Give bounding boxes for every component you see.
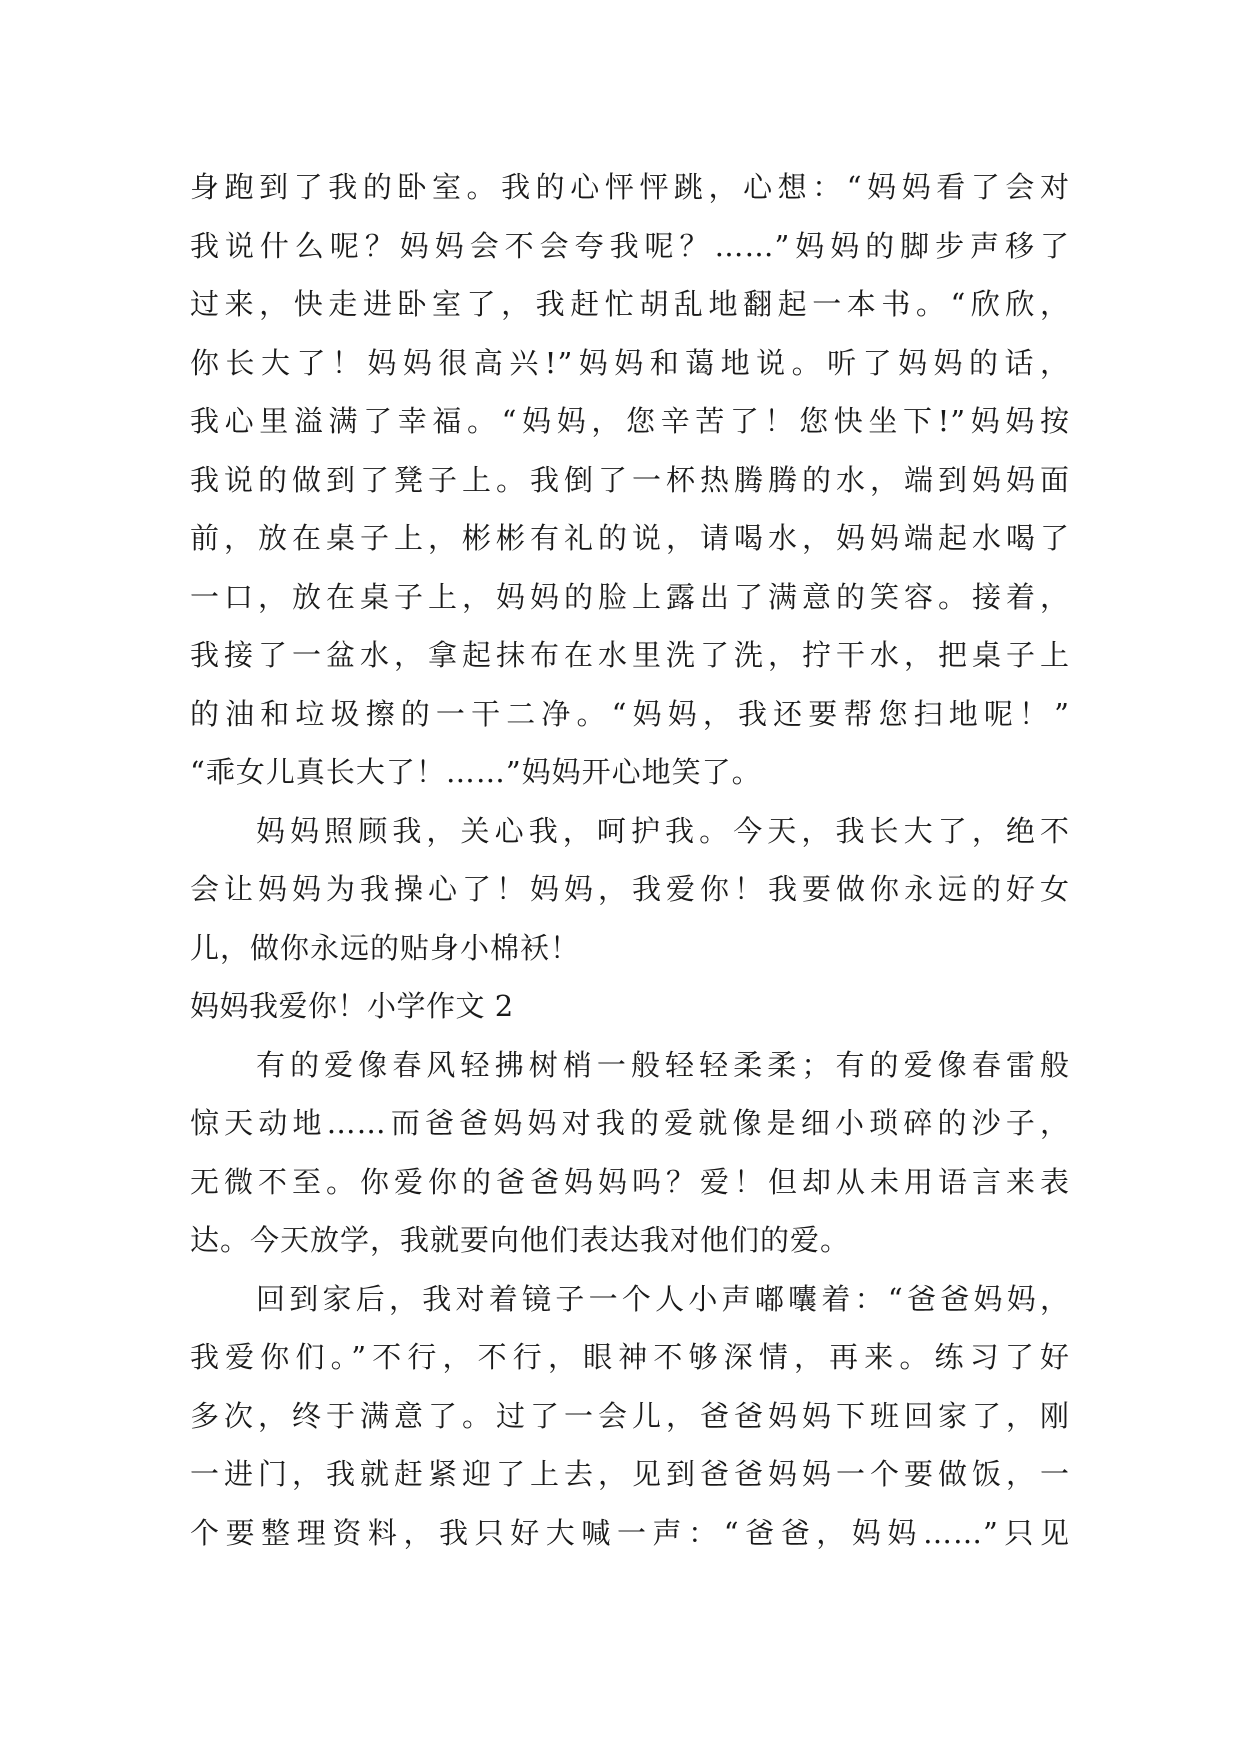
paragraph-line: “乖女儿真长大了！……”妈妈开心地笑了。 xyxy=(190,755,762,789)
section-heading: 妈妈我爱你！小学作文 2 xyxy=(190,989,514,1023)
paragraph-line: 我心里溢满了幸福。“妈妈，您辛苦了！您快坐下!”妈妈按 xyxy=(190,404,1070,438)
document-page xyxy=(190,158,1070,1562)
paragraph-line: 多次，终于满意了。过了一会儿，爸爸妈妈下班回家了，刚 xyxy=(190,1398,1070,1433)
paragraph-line: 身跑到了我的卧室。我的心怦怦跳，心想：“妈妈看了会对 xyxy=(190,170,1070,204)
paragraph-line: 达。今天放学，我就要向他们表达我对他们的爱。 xyxy=(190,1223,851,1257)
paragraph-line: 一口，放在桌子上，妈妈的脸上露出了满意的笑容。接着， xyxy=(190,579,1070,614)
paragraph-line: 我爱你们。”不行，不行，眼神不够深情，再来。练习了好 xyxy=(190,1340,1070,1374)
paragraph-line: 儿，做你永远的贴身小棉袄！ xyxy=(190,930,581,965)
paragraph-line: 的油和垃圾擦的一干二净。“妈妈，我还要帮您扫地呢！” xyxy=(190,696,1070,731)
paragraph-line: 个要整理资料，我只好大喊一声：“爸爸，妈妈……”只见 xyxy=(190,1515,1070,1550)
paragraph-line: 惊天动地……而爸爸妈妈对我的爱就像是细小琐碎的沙子， xyxy=(190,1106,1070,1140)
paragraph-line: 过来，快走进卧室了，我赶忙胡乱地翻起一本书。“欣欣， xyxy=(190,287,1070,321)
paragraph-line: 无微不至。你爱你的爸爸妈妈吗？爱！但却从未用语言来表 xyxy=(190,1164,1070,1199)
paragraph-line: 你长大了！妈妈很高兴!”妈妈和蔼地说。听了妈妈的话， xyxy=(190,345,1070,380)
paragraph-line: 会让妈妈为我操心了！妈妈，我爱你！我要做你永远的好女 xyxy=(190,872,1070,906)
paragraph-line: 我说什么呢？妈妈会不会夸我呢？……”妈妈的脚步声移了 xyxy=(190,228,1070,263)
paragraph-line: 妈妈照顾我，关心我，呵护我。今天，我长大了，绝不 xyxy=(256,813,1070,848)
paragraph-line: 我说的做到了凳子上。我倒了一杯热腾腾的水，端到妈妈面 xyxy=(190,462,1070,497)
paragraph-line: 一进门，我就赶紧迎了上去，见到爸爸妈妈一个要做饭，一 xyxy=(190,1457,1070,1491)
paragraph-line: 有的爱像春风轻拂树梢一般轻轻柔柔；有的爱像春雷般 xyxy=(256,1047,1070,1082)
paragraph-line: 前，放在桌子上，彬彬有礼的说，请喝水，妈妈端起水喝了 xyxy=(190,521,1070,555)
paragraph-line: 我接了一盆水，拿起抹布在水里洗了洗，拧干水，把桌子上 xyxy=(190,638,1070,672)
paragraph-line: 回到家后，我对着镜子一个人小声嘟囔着：“爸爸妈妈， xyxy=(256,1281,1070,1316)
